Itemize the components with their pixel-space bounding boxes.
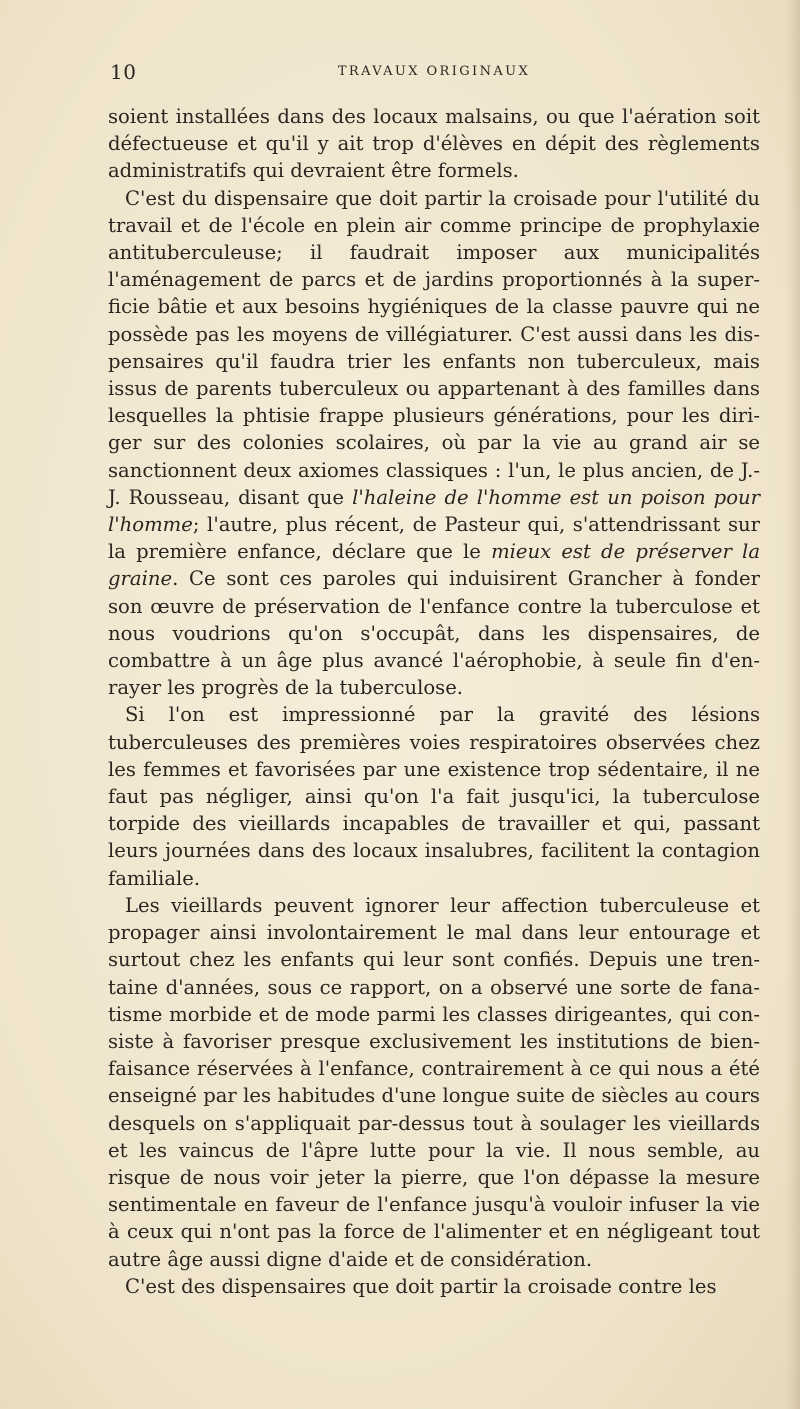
text-run: . Ce sont ces paroles qui induisirent Grancher à fonder son œuvre de préservation de l'enfance contre la tuberculose et nous voudrions qu'on s'occupât, dans les dispensaires, de combattre à un âge plus avancé l'aérophobie, à seule fin d'enrayer les progrès de la tuberculose. [108,567,760,700]
text-run: Les vieillards peuvent ignorer leur affection tuberculeuse et propager ainsi involontairement le mal dans leur entourage et surtout chez les enfants qui leur sont confiés. Depuis une trentaine d'années, sous ce rapport, on a observé une sorte de fanatisme morbide et de mode parmi les classes dirigeantes, qui consiste à favoriser presque exclusivement les institutions de bienfaisance réservées à l'enfance, contrairement à ce qui nous a été enseigné par les habitudes d'une longue suite de siècles au cours desquels on s'appliquait par-dessus tout à soulager les vieillards et les vaincus de l'âpre lutte pour la vie. Il nous semble, au risque de nous voir jeter la pierre, que l'on dépasse la mesure sentimentale en faveur de l'enfance jusqu'à vouloir infuser la vie à ceux qui n'ont pas la force de l'alimenter et en négligeant tout autre âge aussi digne d'aide et de considération. [108,893,760,1271]
page-number: 10 [110,60,137,84]
paragraph [108,185,760,702]
text-run: Si l'on est impressionné par la gravité des lésions tuberculeuses des premières voies respiratoires observées chez les femmes et favorisées par une existence trop sédentaire, il ne faut pas négliger, ainsi qu'on l'a fait jusqu'ici, la tuberculose torpide des vieillards incapables de travailler et qui, passant leurs journées dans des locaux insalubres, facilitent la contagion familiale. [108,703,760,890]
paragraph [108,892,760,1273]
text-run: C'est des dispensaires que doit partir la croisade contre les [125,1274,717,1298]
italic-quote: l'haleine de l'homme est un poison pour l'homme [108,485,760,537]
paragraph [108,103,760,185]
text-run: soient installées dans des locaux malsains, ou que l'aération soit défectueuse et qu'il y ait trop d'élèves en dépit des règlements administratifs qui devraient être formels. [108,105,760,183]
running-title: TRAVAUX ORIGINAUX [337,64,531,79]
page-edge-shadow [786,0,800,1409]
italic-quote: mieux est de préserver la graine [108,540,760,591]
text-run: C'est du dispensaire que doit partir la croisade pour l'utilité du travail et de l'école en plein air comme principe de prophylaxie antituberculeuse; il faudrait imposer aux municipalités l'aménagement de parcs et de jardins proportionnés à la superficie bâtie et aux besoins hygiéniques de la classe pauvre qui ne possède pas les moyens de villégiaturer. C'est aussi dans les dispensaires qu'il faudra trier les enfants non tuberculeux, mais issus de parents tuberculeux ou appartenant à des familles dans lesquelles la phtisie frappe plusieurs générations, pour les diriger sur des colonies scolaires, où par la vie au grand air se sanctionnent deux axiomes classiques : l'un, le plus ancien, de J.-J. Rousseau, disant que [108,186,760,509]
body-text [108,103,760,1300]
page-header [110,60,758,90]
paragraph [108,701,760,891]
text-run: ; l'autre, plus récent, de Pasteur qui, s'attendrissant sur la première enfance, déclare que le [108,513,760,564]
paragraph [108,1273,760,1300]
